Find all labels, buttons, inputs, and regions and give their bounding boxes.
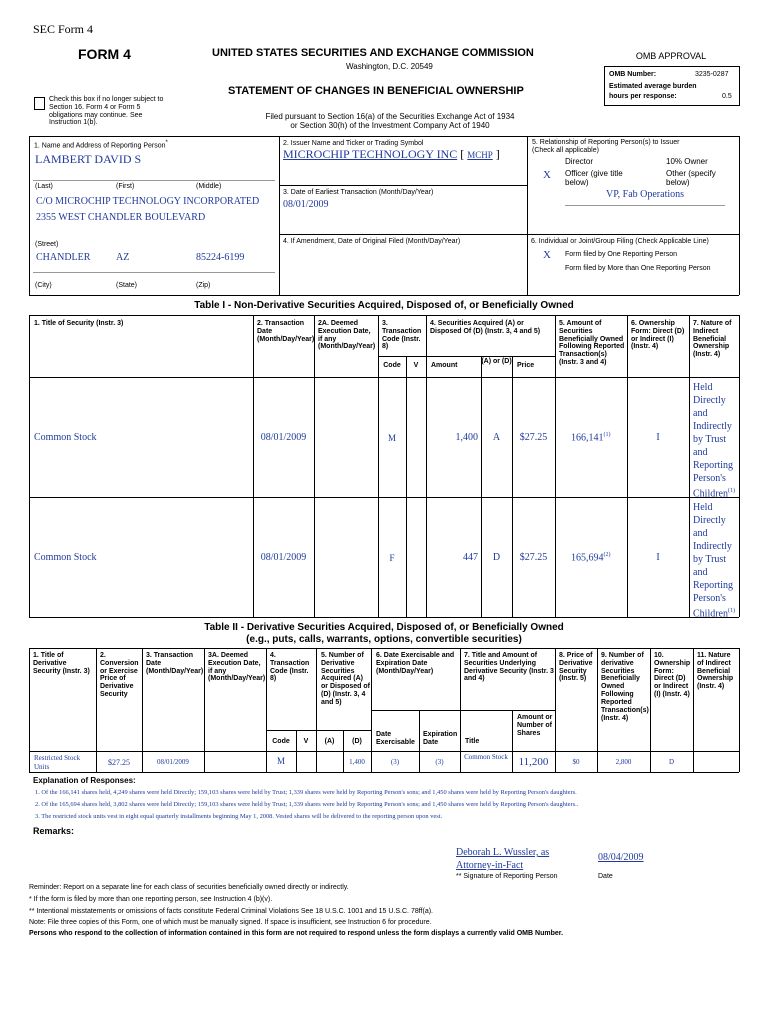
t2-col-conversion: 2. Conversion or Exercise Price of Derivative Security	[100, 652, 139, 699]
table2-title	[29, 622, 739, 646]
t2-sub-d: (D)	[352, 738, 362, 745]
t1-col-date: 2. Transaction Date (Month/Day/Year)	[257, 320, 315, 343]
t2-sub-exercisable: Date Exercisable	[376, 731, 415, 746]
t2-row-code: M	[276, 756, 285, 766]
sec-form-label: SEC Form 4	[33, 22, 94, 36]
signature-date-label: Date	[598, 873, 613, 880]
table2-title-line-2: (e.g., puts, calls, warrants, options, convertible securities)	[246, 634, 522, 645]
t2-col-underlying: 7. Title and Amount of Securities Underlying Derivative Security (Instr. 3 and 4)	[464, 652, 554, 683]
other-option[interactable]: Other (specify below)	[666, 169, 716, 188]
t1-row2-form: I	[656, 552, 660, 563]
t2-row-date: 08/01/2009	[157, 758, 189, 766]
t2-row-deriv-price: $0	[572, 758, 580, 766]
t1-row2-code: F	[389, 553, 395, 563]
issuer-company: MICROCHIP TECHNOLOGY INC	[283, 147, 458, 161]
footer-omb-notice: Persons who respond to the collection of information contained in this form are not required to respond unless the form displays a currently valid OMB Number.	[29, 930, 564, 937]
t2-col-number: 5. Number of Derivative Securities Acquired (A) or Disposed of (D) (Instr. 3, 4 and 5)	[321, 652, 371, 706]
filed-line-1: Filed pursuant to Section 16(a) of the Securities Exchange Act of 1934	[265, 112, 515, 121]
t1-row1-amount: 1,400	[455, 432, 478, 443]
last-label: (Last)	[35, 183, 53, 190]
issuer-name	[283, 147, 500, 162]
filed-by-more-option[interactable]: Form filed by More than One Reporting Person	[565, 265, 711, 272]
agency-location: Washington, D.C. 20549	[346, 62, 433, 71]
t2-sub-expiration: Expiration Date	[423, 731, 458, 746]
t1-row1-ad: A	[492, 432, 501, 443]
middle-label: (Middle)	[196, 183, 222, 190]
t2-col-code: 4. Transaction Code (Instr. 8)	[270, 652, 310, 683]
city-label: (City)	[35, 282, 52, 289]
explanation-note-3: 3. The restricted stock units vest in eight equal quarterly installments beginning May 1, 2008. Vested shares will be delivered to the reporting person upon vest.	[35, 813, 443, 820]
t1-row2-owned: 165,694$^{(2)}$	[571, 552, 611, 564]
state-value: AZ	[116, 252, 130, 263]
relationship-label-2: (Check all applicable)	[532, 146, 599, 154]
t2-col-title: 1. Title of Derivative Security (Instr. 3)	[33, 652, 90, 675]
street-label: (Street)	[35, 241, 59, 248]
burden-label-2: hours per response:	[609, 93, 677, 100]
t2-sub-amount: Amount or Number of Shares	[517, 714, 553, 737]
footer-reminder: Reminder: Report on a separate line for each class of securities beneficially owned directly or indirectly.	[29, 884, 349, 891]
t2-row-title: Restricted Stock Units	[34, 754, 81, 771]
officer-x-mark: X	[543, 169, 551, 181]
filed-line-2: or Section 30(h) of the Investment Company Act of 1940	[290, 121, 490, 131]
footer-violations: ** Intentional misstatements or omissions of facts constitute Federal Criminal Violations See 18 U.S.C. 1001 and 15 U.S.C. 78ff(a).	[29, 908, 433, 915]
t2-row-d: 1,400	[349, 758, 365, 766]
agency-name: UNITED STATES SECURITIES AND EXCHANGE COMMISSION	[212, 47, 534, 59]
t2-col-date: 3. Transaction Date (Month/Day/Year)	[146, 652, 204, 675]
state-label: (State)	[116, 282, 138, 289]
t1-row2-title: Common Stock	[34, 552, 97, 563]
omb-number-value: 3235-0287	[695, 71, 729, 78]
statement-title: STATEMENT OF CHANGES IN BENEFICIAL OWNERSHIP	[228, 85, 524, 97]
t1-col-nature: 7. Nature of Indirect Beneficial Ownership (Instr. 4)	[693, 320, 732, 359]
zip-value: 85224-6199	[196, 252, 245, 263]
t1-row1-nature: Held Directly and Indirectly by Trust and Reporting Person's Children$^{(1)}$	[693, 382, 735, 500]
explanation-title: Explanation of Responses:	[33, 776, 136, 785]
t2-col-owned: 9. Number of derivative Securities Beneficially Owned Following Reported Transaction(s) (Instr. 4)	[601, 652, 649, 722]
t2-col-form: 10. Ownership Form: Direct (D) or Indirect (I) (Instr. 4)	[654, 652, 691, 699]
no-longer-subject-checkbox[interactable]	[34, 97, 45, 110]
t2-col-price: 8. Price of Derivative Security (Instr. 5)	[559, 652, 593, 683]
t2-row-under-title: Common Stock	[464, 753, 508, 761]
remarks-title: Remarks:	[33, 826, 75, 836]
checkbox-text: Check this box if no longer subject to Section 16. Form 4 or Form 5 obligations may continue. See Instruction 1(b).	[49, 96, 164, 127]
reporting-person-name: LAMBERT DAVID S	[35, 152, 142, 166]
t2-col-nature: 11. Nature of Indirect Beneficial Ownership (Instr. 4)	[697, 652, 734, 691]
signature-label: ** Signature of Reporting Person	[456, 873, 558, 880]
t2-row-price: $27.25	[108, 758, 130, 767]
t2-sub-v: V	[303, 738, 309, 745]
burden-label-1: Estimated average burden	[609, 83, 697, 90]
omb-approval-title: OMB APPROVAL	[635, 51, 707, 61]
footer-copies-note: Note: File three copies of this Form, one of which must be manually signed. If space is insufficient, see Instruction 6 for procedure.	[29, 919, 432, 926]
earliest-transaction-date: 08/01/2009	[283, 199, 329, 210]
signature-name: Deborah L. Wussler, as Attorney-in-Fact	[456, 847, 550, 871]
t1-row2-date: 08/01/2009	[260, 552, 307, 563]
t1-col-code: 3. Transaction Code (Instr. 8)	[382, 320, 422, 351]
earliest-transaction-label: 3. Date of Earliest Transaction (Month/Day/Year)	[283, 189, 434, 196]
t1-col-form: 6. Ownership Form: Direct (D) or Indirect (I) (Instr. 4)	[631, 320, 685, 351]
filed-pursuant	[250, 112, 530, 130]
ticker-bracket-close: ]	[495, 147, 500, 161]
filing-label: 6. Individual or Joint/Group Filing (Check Applicable Line)	[531, 238, 709, 245]
first-label: (First)	[116, 183, 135, 190]
ticker-bracket-open: [	[460, 147, 465, 161]
officer-option[interactable]: Officer (give title below)	[565, 169, 623, 188]
t2-row-owned: 2,800	[615, 758, 632, 766]
filed-by-one-option[interactable]: Form filed by One Reporting Person	[565, 251, 678, 258]
t1-sub-code: Code	[383, 362, 401, 369]
explanation-note-1: 1. Of the 166,141 shares held, 4,249 shares were held Directly; 159,103 shares were held by Trust; 1,339 shares were held by Reporting Person's sons; and 1,450 shares were held by Reporting Person's daughters.	[35, 789, 577, 796]
t2-col-exercisable: 6. Date Exercisable and Expiration Date (Month/Day/Year)	[376, 652, 455, 675]
signature-date: 08/04/2009	[598, 852, 644, 863]
footer-instruction-4: * If the form is filed by more than one reporting person, see Instruction 4 (b)(v).	[29, 896, 273, 903]
t2-sub-a: (A)	[324, 738, 335, 745]
reporting-person-label: 1. Name and Address of Reporting Person*	[34, 140, 168, 150]
t2-col-deemed: 3A. Deemed Execution Date, if any (Month/Day/Year)	[208, 652, 266, 683]
t1-col-owned: 5. Amount of Securities Beneficially Owned Following Reported Transaction(s) (Instr. 3 and 4)	[559, 320, 625, 367]
t2-row-expiration: (3)	[435, 758, 444, 766]
officer-title: VP, Fab Operations	[605, 189, 685, 200]
table2-title-line-1: Table II - Derivative Securities Acquired, Disposed of, or Beneficially Owned	[204, 622, 564, 633]
t2-row-under-amount: 11,200	[518, 756, 549, 768]
t1-row1-date: 08/01/2009	[260, 432, 307, 443]
t1-row1-owned: 166,141$^{(1)}$	[571, 432, 611, 444]
issuer-ticker: MCHP	[467, 150, 493, 160]
ten-percent-owner-option[interactable]: 10% Owner	[666, 157, 708, 166]
t1-col-deemed: 2A. Deemed Execution Date, if any (Month/Day/Year)	[318, 320, 376, 351]
city-value: CHANDLER	[36, 252, 91, 263]
t1-sub-v: V	[413, 362, 419, 369]
burden-value: 0.5	[722, 93, 732, 100]
explanation-note-2: 2. Of the 165,694 shares held, 3,802 shares were held Directly; 159,103 shares were held by Trust; 1,339 shares were held by Reporting Person's sons; and 1,450 shares were held by Reporting Person's daughters..	[35, 801, 579, 808]
address-line-1: C/O MICROCHIP TECHNOLOGY INCORPORATED	[36, 196, 260, 207]
filing-x-mark: X	[543, 249, 551, 261]
t2-sub-code: Code	[272, 738, 290, 745]
amendment-label: 4. If Amendment, Date of Original Filed (Month/Day/Year)	[283, 238, 461, 245]
t1-row1-form: I	[656, 432, 660, 443]
zip-label: (Zip)	[196, 282, 211, 289]
table1-title: Table I - Non-Derivative Securities Acquired, Disposed of, or Beneficially Owned	[194, 300, 574, 311]
t1-row2-nature: Held Directly and Indirectly by Trust and Reporting Person's Children$^{(1)}$	[693, 502, 735, 620]
t1-row2-amount: 447	[463, 552, 478, 563]
t1-sub-price: Price	[517, 362, 535, 369]
issuer-label: 2. Issuer Name and Ticker or Trading Symbol	[283, 140, 424, 147]
t1-row2-price: $27.25	[519, 552, 548, 563]
form-title: FORM 4	[78, 46, 131, 62]
t1-row1-title: Common Stock	[34, 432, 97, 443]
t2-sub-title: Title	[465, 738, 480, 745]
t2-row-exercisable: (3)	[390, 758, 400, 766]
address-line-2: 2355 WEST CHANDLER BOULEVARD	[36, 212, 206, 223]
t1-sub-amount: Amount	[431, 362, 458, 369]
t1-row2-ad: D	[492, 552, 501, 563]
t2-row-form: D	[668, 758, 675, 766]
t1-row1-price: $27.25	[519, 432, 548, 443]
director-option[interactable]: Director	[565, 157, 594, 166]
t1-sub-ad: (A) or (D)	[481, 358, 512, 365]
t1-col-title: 1. Title of Security (Instr. 3)	[34, 320, 124, 327]
t1-row1-code: M	[387, 433, 396, 443]
relationship-label-1: 5. Relationship of Reporting Person(s) to Issuer	[532, 139, 680, 146]
t1-col-acquired: 4. Securities Acquired (A) or Disposed Of (D) (Instr. 3, 4 and 5)	[430, 320, 541, 335]
omb-number-label: OMB Number:	[609, 71, 657, 78]
relationship-label	[532, 139, 679, 155]
